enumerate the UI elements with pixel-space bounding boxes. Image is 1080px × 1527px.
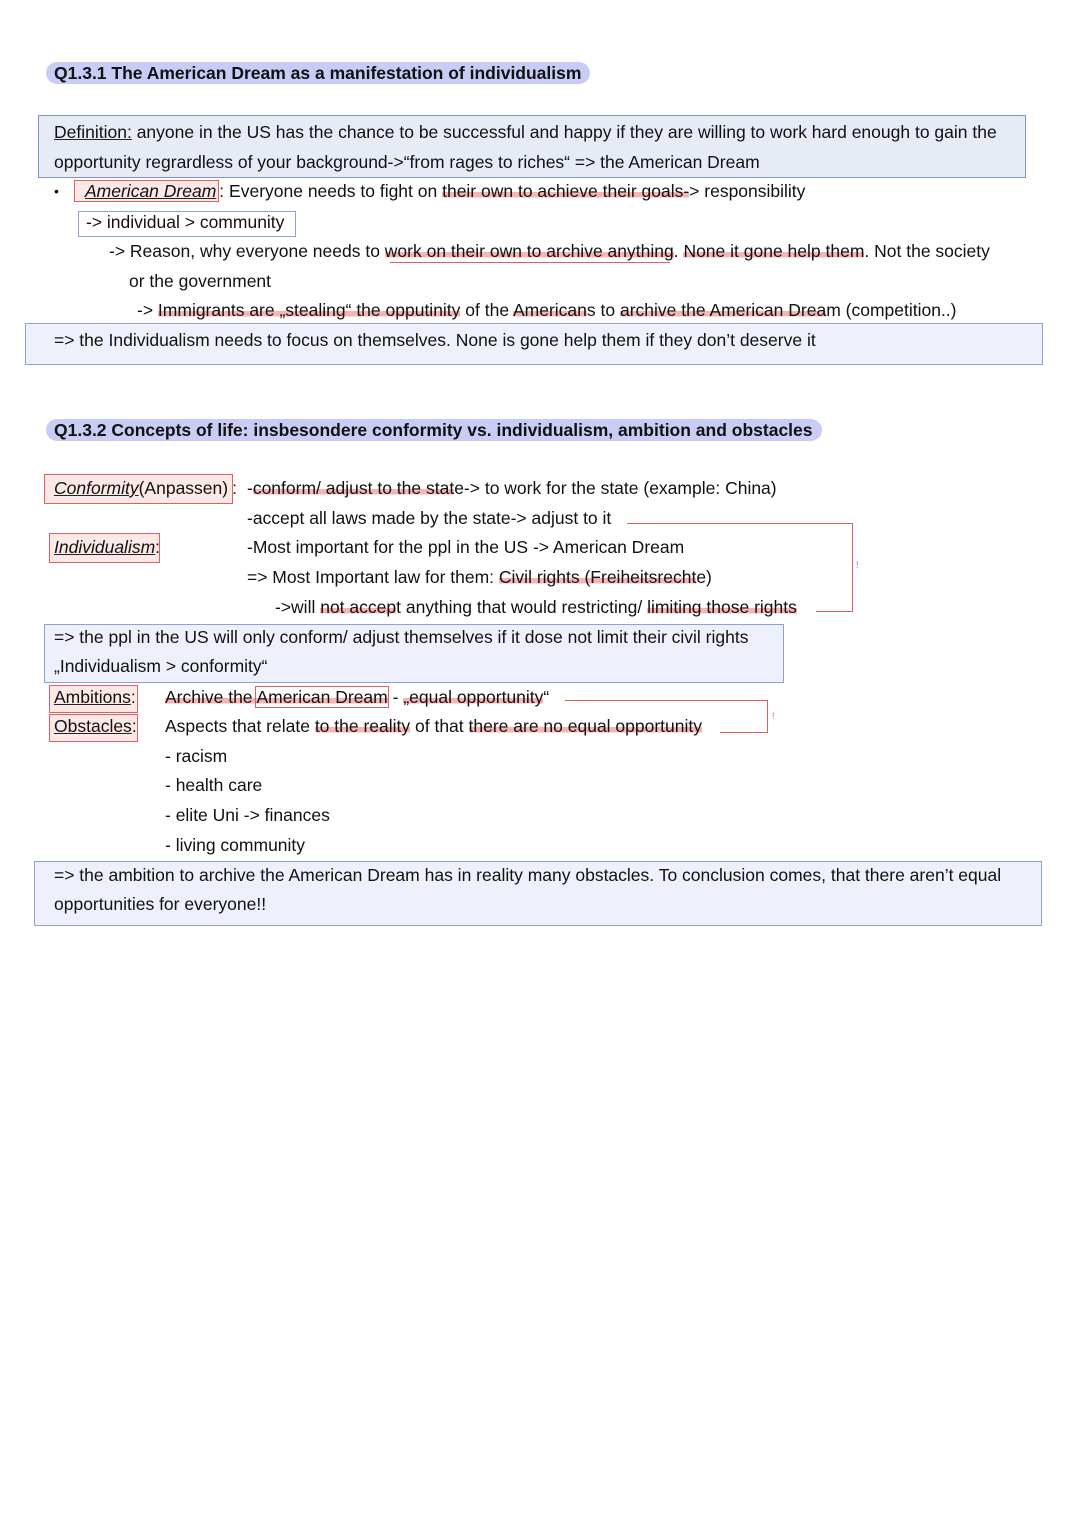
reason-line <box>109 240 990 262</box>
conclusion-line-2: „Individualism > conformity“ <box>54 656 268 676</box>
text: -> Reason, why everyone needs to <box>109 241 385 261</box>
highlight: there are no equal opportunity <box>468 716 703 736</box>
text: of the <box>460 300 513 320</box>
ambitions-label <box>54 686 136 708</box>
conformity-word: Conformity <box>54 478 139 498</box>
text: s to <box>586 300 620 320</box>
laws-line: -accept all laws made by the state-> adjust to it <box>247 508 612 528</box>
bracket-right <box>852 523 853 612</box>
most-important-line: -Most important for the ppl in the US -> American Dream <box>247 537 685 557</box>
highlight: Civil rights (Freiheitsrecht <box>498 567 697 587</box>
final-line-1: => the ambition to archive the American Dream has in reality many obstacles. To conclusion comes, that there aren’t equal <box>54 865 1002 885</box>
text: > responsibility <box>689 181 806 201</box>
conclusion-line-1: => the ppl in the US will only conform/ adjust themselves if it dose not limit their civil rights <box>54 627 749 647</box>
individual-community-text: -> individual > community <box>86 212 285 232</box>
text: => Most Important law for them: <box>247 567 499 587</box>
highlight: not accep <box>320 597 397 617</box>
text: . Not the society <box>864 241 990 261</box>
section-title-q131: Q1.3.1 The American Dream as a manifestation of individualism <box>46 62 590 84</box>
text: -> <box>137 300 158 320</box>
definition-line-2: opportunity regrardless of your background->“from rages to riches“ => the American Dream <box>54 152 760 172</box>
text: of that <box>410 716 469 736</box>
text: ->will <box>275 597 321 617</box>
text: e-> to work for the state (example: China) <box>454 478 777 498</box>
definition-label: Definition: <box>54 122 132 142</box>
highlight: to the reality <box>314 716 411 736</box>
bracket-mark: ! <box>856 560 859 570</box>
section-title-q132: Q1.3.2 Concepts of life: insbesondere conformity vs. individualism, ambition and obstacles <box>46 419 822 441</box>
list-item: - elite Uni -> finances <box>165 805 330 825</box>
american-dream-boxed: American Dream <box>256 687 388 707</box>
bracket-top <box>627 523 853 524</box>
american-dream-line <box>74 180 805 202</box>
text: - <box>247 478 253 498</box>
text: - <box>387 687 404 707</box>
individualism-word: Individualism <box>54 537 156 557</box>
bracket2-right <box>767 700 768 733</box>
american-dream-label: American Dream <box>74 180 219 202</box>
colon: : <box>232 478 237 498</box>
list-item: - living community <box>165 835 306 855</box>
highlight: None it gone help them <box>683 241 865 261</box>
obstacles-word: Obstacles <box>54 716 132 736</box>
bracket-bottom <box>816 611 853 612</box>
highlight: „equal opportunity <box>403 687 544 707</box>
text: m (competition..) <box>826 300 957 320</box>
highlight: Archive the <box>165 687 257 707</box>
highlight: work on their own to archive anything <box>384 241 674 261</box>
bracket2-top <box>565 700 768 701</box>
summary-1: => the Individualism needs to focus on themselves. None is gone help them if they don’t deserve it <box>54 330 816 350</box>
highlight: Immigrants are „stealing“ the opputinity <box>157 300 461 320</box>
conform-line <box>247 477 777 499</box>
colon: : <box>155 537 161 557</box>
highlight: conform/ adjust to the stat <box>252 478 455 498</box>
text: Everyone needs to fight on <box>224 181 443 201</box>
ambitions-word: Ambitions <box>54 687 131 707</box>
text: . <box>673 241 684 261</box>
bracket2-bottom <box>720 732 768 733</box>
text: t anything that would restricting/ <box>396 597 648 617</box>
text: “ <box>543 687 550 707</box>
obstacles-line <box>165 715 702 737</box>
list-item: - health care <box>165 775 263 795</box>
individualism-label <box>54 536 160 558</box>
text: (Anpassen) <box>138 478 229 498</box>
definition-line-1 <box>54 121 997 143</box>
immigrants-line <box>137 299 957 321</box>
obstacles-label <box>54 715 137 737</box>
bullet-icon: • <box>54 183 59 199</box>
underline-mark <box>390 262 670 263</box>
reason-line-2: or the government <box>129 271 272 291</box>
definition-text: anyone in the US has the chance to be successful and happy if they are willing to work hard enough to gain the <box>131 122 997 142</box>
text: Aspects that relate <box>165 716 315 736</box>
colon: : <box>130 687 136 707</box>
law-line <box>247 566 712 588</box>
text: e) <box>696 567 712 587</box>
list-item: - racism <box>165 746 228 766</box>
colon: : <box>219 181 225 201</box>
highlight: American <box>512 300 587 320</box>
highlight: limiting those rights <box>647 597 797 617</box>
colon: : <box>131 716 137 736</box>
highlight: their own to achieve their goals- <box>442 181 690 201</box>
ambitions-line <box>165 686 549 708</box>
highlight: archive the American Drea <box>619 300 827 320</box>
not-accept-line <box>275 596 797 618</box>
conformity-label <box>54 477 237 499</box>
bracket2-mark: ! <box>772 711 775 721</box>
final-line-2: opportunities for everyone!! <box>54 894 267 914</box>
